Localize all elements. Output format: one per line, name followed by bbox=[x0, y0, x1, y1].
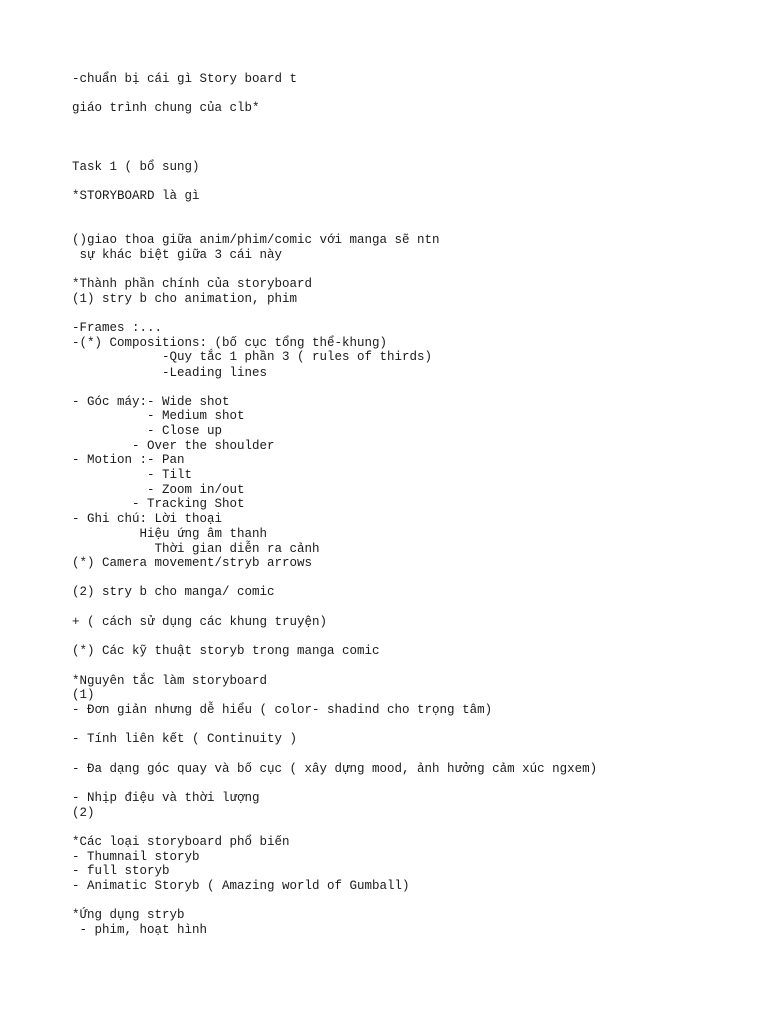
text-line: - Motion :- Pan bbox=[72, 453, 185, 467]
text-line: - Ghi chú: Lời thoại bbox=[72, 512, 223, 526]
text-line: + ( cách sử dụng các khung truyện) bbox=[72, 615, 328, 629]
text-line: *Các loại storyboard phổ biến bbox=[72, 835, 290, 849]
text-line: - Animatic Storyb ( Amazing world of Gumball) bbox=[72, 879, 410, 893]
text-line: (2) bbox=[72, 806, 95, 820]
text-line: - Medium shot bbox=[72, 409, 245, 423]
text-line: (2) stry b cho manga/ comic bbox=[72, 585, 275, 599]
text-line: *Nguyên tắc làm storyboard bbox=[72, 674, 268, 688]
text-line: - Tính liên kết ( Continuity ) bbox=[72, 732, 298, 746]
text-line: - Close up bbox=[72, 424, 223, 438]
text-line: - Nhịp điệu và thời lượng bbox=[72, 791, 260, 805]
text-line: -chuẩn bị cái gì Story board t bbox=[72, 72, 298, 86]
text-line: Task 1 ( bổ sung) bbox=[72, 160, 200, 174]
text-line: (1) bbox=[72, 688, 95, 702]
text-line: (*) Các kỹ thuật storyb trong manga comic bbox=[72, 644, 380, 658]
text-line: giáo trình chung của clb* bbox=[72, 101, 260, 115]
text-line: (*) Camera movement/stryb arrows bbox=[72, 556, 313, 570]
text-line: - Đa dạng góc quay và bố cục ( xây dựng mood, ảnh hưởng cảm xúc ngxem) bbox=[72, 762, 598, 776]
text-line: - phim, hoạt hình bbox=[72, 923, 208, 937]
text-line: sự khác biệt giữa 3 cái này bbox=[72, 248, 283, 262]
text-line: - Tilt bbox=[72, 468, 193, 482]
text-line: - Thumnail storyb bbox=[72, 850, 200, 864]
text-line: - Tracking Shot bbox=[72, 497, 245, 511]
text-line: - Zoom in/out bbox=[72, 483, 245, 497]
text-line: ()giao thoa giữa anim/phim/comic với manga sẽ ntn bbox=[72, 233, 440, 247]
text-line: *STORYBOARD là gì bbox=[72, 189, 200, 203]
text-line: *Thành phần chính của storyboard bbox=[72, 277, 313, 291]
text-line: -Frames :... bbox=[72, 321, 163, 335]
text-line: Hiệu ứng âm thanh bbox=[72, 527, 268, 541]
text-line: - Góc máy:- Wide shot bbox=[72, 395, 230, 409]
text-line: -Leading lines bbox=[72, 366, 268, 380]
text-line: - Đơn giản nhưng dễ hiểu ( color- shadind cho trọng tâm) bbox=[72, 703, 493, 717]
text-line: (1) stry b cho animation, phim bbox=[72, 292, 298, 306]
text-line: *Ứng dụng stryb bbox=[72, 908, 185, 922]
text-line: Thời gian diễn ra cảnh bbox=[72, 542, 320, 556]
text-line: -Quy tắc 1 phần 3 ( rules of thirds) bbox=[72, 350, 433, 364]
text-line: -(*) Compositions: (bố cục tổng thể-khung) bbox=[72, 336, 388, 350]
text-line: - full storyb bbox=[72, 864, 170, 878]
text-line: - Over the shoulder bbox=[72, 439, 275, 453]
